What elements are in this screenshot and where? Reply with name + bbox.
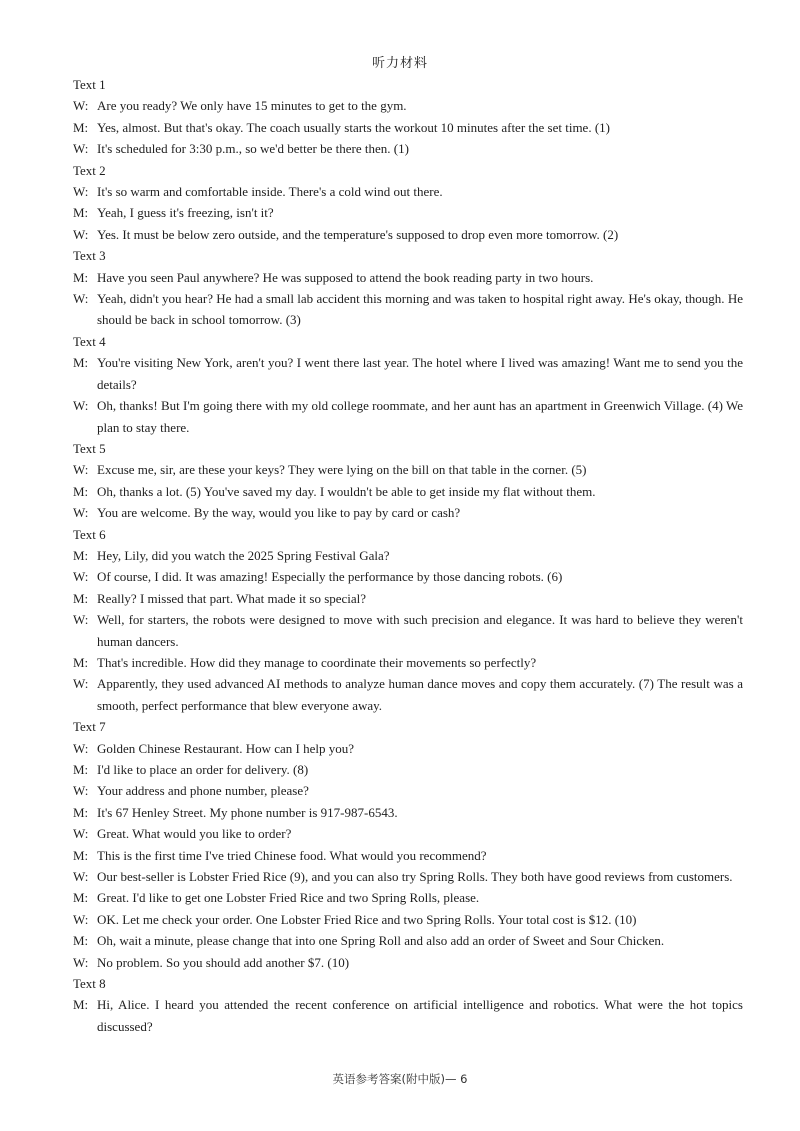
dialogue-line bbox=[73, 909, 743, 930]
speaker-label: W: bbox=[73, 612, 89, 628]
section-label: Text 5 bbox=[73, 440, 106, 456]
speaker-label: W: bbox=[73, 398, 89, 414]
dialogue-line bbox=[73, 802, 743, 823]
dialogue-line bbox=[73, 352, 743, 395]
speaker-label: W: bbox=[73, 462, 89, 478]
speaker-label: M: bbox=[73, 654, 89, 670]
dialogue-line bbox=[73, 566, 743, 587]
speaker-label: W: bbox=[73, 826, 89, 842]
speaker-label: M: bbox=[73, 355, 89, 371]
speaker-label: W: bbox=[73, 226, 89, 242]
utterance-text: Excuse me, sir, are these your keys? They were lying on the bill on that table in the corner. (5) bbox=[97, 462, 587, 478]
dialogue-line bbox=[73, 994, 743, 1037]
utterance-text: Oh, thanks a lot. (5) You've saved my day. I wouldn't be able to get inside my flat without them. bbox=[97, 483, 596, 499]
speaker-label: M: bbox=[73, 547, 89, 563]
speaker-label: W: bbox=[73, 184, 89, 200]
utterance-text: It's 67 Henley Street. My phone number is 917-987-6543. bbox=[97, 804, 398, 820]
speaker-label: W: bbox=[73, 569, 89, 585]
utterance-text: Our best-seller is Lobster Fried Rice (9), and you can also try Spring Rolls. They both have good reviews from customers. bbox=[97, 869, 733, 885]
speaker-label: M: bbox=[73, 890, 89, 906]
page-footer: 英语参考答案(附中版)— 6 bbox=[332, 1072, 468, 1086]
speaker-label: W: bbox=[73, 869, 89, 885]
utterance-text: Of course, I did. It was amazing! Especially the performance by those dancing robots. (6) bbox=[97, 569, 563, 585]
dialogue-line bbox=[73, 759, 743, 780]
dialogue-line bbox=[73, 395, 743, 438]
utterance-text: I'd like to place an order for delivery. (8) bbox=[97, 762, 309, 777]
section-label: Text 4 bbox=[73, 333, 106, 349]
dialogue-line bbox=[73, 459, 743, 480]
speaker-label: M: bbox=[73, 483, 89, 499]
utterance-text: Yes. It must be below zero outside, and the temperature's supposed to drop even more tomorrow. (2) bbox=[97, 226, 619, 242]
utterance-text: Great. What would you like to order? bbox=[97, 826, 292, 842]
utterance-text: This is the first time I've tried Chinese food. What would you recommend? bbox=[97, 847, 487, 863]
utterance-text: Oh, thanks! But I'm going there with my old college roommate, and her aunt has an apartment in Greenwich Village. (4) We plan to stay there. bbox=[97, 398, 743, 435]
utterance-text: It's scheduled for 3:30 p.m., so we'd better be there then. (1) bbox=[97, 141, 409, 157]
utterance-text: Oh, wait a minute, please change that into one Spring Roll and also add an order of Sweet and Sour Chicken. bbox=[97, 933, 665, 949]
speaker-label: W: bbox=[73, 676, 89, 692]
section-label: Text 7 bbox=[73, 719, 106, 735]
dialogue-line bbox=[73, 267, 743, 288]
dialogue-line bbox=[73, 887, 743, 908]
page-title: 听力材料 bbox=[371, 56, 428, 71]
speaker-label: M: bbox=[73, 933, 89, 949]
speaker-label: W: bbox=[73, 98, 89, 114]
dialogue-line bbox=[73, 823, 743, 844]
transcript-body bbox=[73, 74, 743, 1037]
utterance-text: Yeah, didn't you hear? He had a small lab accident this morning and was taken to hospital right away. He's okay, though. He should be back in school tomorrow. (3) bbox=[97, 291, 743, 328]
speaker-label: W: bbox=[73, 291, 89, 307]
speaker-label: M: bbox=[73, 804, 89, 820]
utterance-text: It's so warm and comfortable inside. There's a cold wind out there. bbox=[97, 184, 443, 200]
section-label: Text 2 bbox=[73, 162, 106, 178]
utterance-text: Really? I missed that part. What made it so special? bbox=[97, 590, 367, 606]
dialogue-line bbox=[73, 952, 743, 973]
utterance-text: Apparently, they used advanced AI methods to analyze human dance moves and copy them accurately. (7) The result was a smooth, perfect performance that blew everyone away. bbox=[97, 676, 743, 713]
dialogue-line bbox=[73, 224, 743, 245]
dialogue-line bbox=[73, 545, 743, 566]
utterance-text: Your address and phone number, please? bbox=[97, 783, 309, 799]
dialogue-line bbox=[73, 117, 743, 138]
section-label: Text 3 bbox=[73, 248, 106, 264]
utterance-text: Great. I'd like to get one Lobster Fried Rice and two Spring Rolls, please. bbox=[97, 890, 480, 906]
utterance-text: Golden Chinese Restaurant. How can I help you? bbox=[97, 740, 355, 756]
dialogue-line bbox=[73, 202, 743, 223]
speaker-label: M: bbox=[73, 269, 89, 285]
speaker-label: W: bbox=[73, 954, 89, 970]
speaker-label: W: bbox=[73, 505, 89, 521]
utterance-text: OK. Let me check your order. One Lobster Fried Rice and two Spring Rolls. Your total cost is $12. (10) bbox=[97, 911, 637, 927]
dialogue-line bbox=[73, 609, 743, 652]
speaker-label: M: bbox=[73, 119, 89, 135]
utterance-text: Well, for starters, the robots were designed to move with such precision and elegance. It was hard to believe they weren't human dancers. bbox=[97, 612, 743, 649]
dialogue-line bbox=[73, 866, 743, 887]
utterance-text: You're visiting New York, aren't you? I went there last year. The hotel where I lived was amazing! Want me to send you the details? bbox=[97, 355, 743, 392]
dialogue-line bbox=[73, 738, 743, 759]
dialogue-line bbox=[73, 930, 743, 951]
dialogue-line bbox=[73, 138, 743, 159]
dialogue-line bbox=[73, 502, 743, 523]
speaker-label: W: bbox=[73, 911, 89, 927]
section-label: Text 1 bbox=[73, 77, 106, 92]
dialogue-line bbox=[73, 181, 743, 202]
utterance-text: That's incredible. How did they manage to coordinate their movements so perfectly? bbox=[97, 654, 537, 670]
utterance-text: No problem. So you should add another $7. (10) bbox=[97, 954, 350, 970]
speaker-label: M: bbox=[73, 997, 89, 1013]
utterance-text: Hi, Alice. I heard you attended the recent conference on artificial intelligence and robotics. What were the hot topics discussed? bbox=[97, 997, 743, 1034]
speaker-label: M: bbox=[73, 847, 89, 863]
utterance-text: Have you seen Paul anywhere? He was supposed to attend the book reading party in two hours. bbox=[97, 269, 594, 285]
utterance-text: Yeah, I guess it's freezing, isn't it? bbox=[97, 205, 274, 221]
section-label: Text 6 bbox=[73, 526, 106, 542]
speaker-label: M: bbox=[73, 205, 89, 221]
dialogue-line bbox=[73, 673, 743, 716]
speaker-label: M: bbox=[73, 762, 89, 777]
dialogue-line bbox=[73, 780, 743, 801]
speaker-label: W: bbox=[73, 141, 89, 157]
utterance-text: You are welcome. By the way, would you like to pay by card or cash? bbox=[97, 505, 461, 521]
utterance-text: Hey, Lily, did you watch the 2025 Spring Festival Gala? bbox=[97, 547, 390, 563]
dialogue-line bbox=[73, 481, 743, 502]
dialogue-line bbox=[73, 588, 743, 609]
dialogue-line bbox=[73, 845, 743, 866]
dialogue-line bbox=[73, 288, 743, 331]
speaker-label: M: bbox=[73, 590, 89, 606]
utterance-text: Are you ready? We only have 15 minutes to get to the gym. bbox=[97, 98, 407, 114]
section-label: Text 8 bbox=[73, 976, 106, 992]
speaker-label: W: bbox=[73, 740, 89, 756]
dialogue-line bbox=[73, 95, 743, 116]
dialogue-line bbox=[73, 652, 743, 673]
utterance-text: Yes, almost. But that's okay. The coach usually starts the workout 10 minutes after the set time. (1) bbox=[97, 119, 610, 135]
speaker-label: W: bbox=[73, 783, 89, 799]
